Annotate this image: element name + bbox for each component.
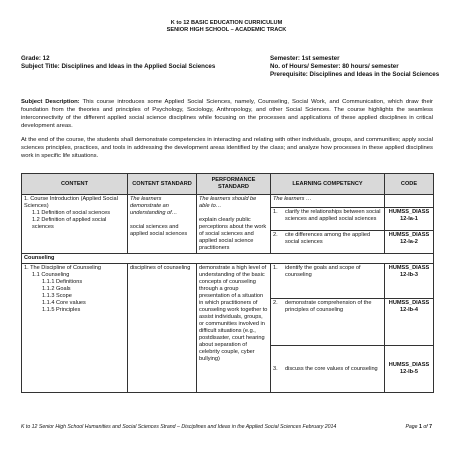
code-empty-cell — [385, 195, 434, 208]
content-subsubitem: 1.1.2 Goals — [42, 286, 71, 292]
content-cell — [22, 195, 128, 254]
competency-cell — [271, 231, 385, 254]
competency-intro-cell — [271, 195, 385, 208]
header-line-2: SENIOR HIGH SCHOOL – ACADEMIC TRACK — [166, 27, 287, 33]
competency-cell — [271, 208, 385, 231]
document-header — [0, 20, 453, 34]
code-cell: HUMSS_DIASS 12-Ib-3 — [385, 264, 434, 299]
competency-number: 3. — [273, 365, 278, 372]
competency-intro: The learners … — [273, 196, 312, 202]
competency-cell — [271, 346, 385, 393]
content-item: 1. Course Introduction (Applied Social Sciences) — [24, 196, 118, 209]
section-row — [22, 254, 434, 264]
competency-text: cite differences among the applied social sciences — [285, 232, 371, 246]
page-total: 7 — [429, 424, 432, 430]
table-row — [22, 195, 434, 208]
header-learning-competency: LEARNING COMPETENCY — [271, 174, 385, 195]
hours: No. of Hours/ Semester: 80 hours/ semester — [270, 63, 399, 70]
subject-title: Subject Title: Disciplines and Ideas in the Applied Social Sciences — [21, 63, 216, 70]
content-item: 1. The Discipline of Counseling — [24, 265, 102, 271]
description-label: Subject Description: — [21, 99, 80, 105]
competency-text: demonstrate comprehension of the principles of counseling — [285, 300, 372, 313]
competency-text: clarify the relationships between social sciences and applied social sciences — [285, 209, 381, 223]
performance-standard-cell: demonstrate a high level of understanding of the basic concepts of counseling through a group presentation of a situation in which practitioners of counseling work together to assist individuals, groups, or communities involved in difficult situations (e.g., postdisaster, court hearing about separation of celebrity couple, cyber bullying) — [197, 264, 271, 393]
table-header-row — [22, 174, 434, 195]
header-performance-standard: PERFORMANCE STANDARD — [197, 174, 271, 195]
header-content: CONTENT — [22, 174, 128, 195]
section-heading: Counseling — [22, 254, 434, 264]
competency-number: 1. — [273, 209, 278, 216]
content-subsubitem: 1.1.3 Scope — [42, 293, 72, 299]
course-objective: At the end of the course, the students shall demonstrate competencies in interacting and relating with other individuals, groups, and communities; apply social sciences principles, practices, and tools in addressing the development areas identified by the class; and analyze how processes in these applied disciplines work in specific life situations. — [21, 137, 433, 159]
content-cell — [22, 264, 128, 393]
curriculum-table — [21, 173, 434, 393]
competency-cell — [271, 264, 385, 299]
content-subitem: 1.1 Definition of social sciences — [32, 210, 111, 216]
competency-text: identify the goals and scope of counseling — [285, 265, 361, 278]
competency-number: 2. — [273, 300, 278, 306]
content-subsubitem: 1.1.5 Principles — [42, 307, 81, 313]
meta-right — [270, 55, 439, 79]
page-of: of — [421, 424, 430, 430]
competency-number: 2. — [273, 232, 278, 239]
standard-intro: The learners demonstrate an understanding of… — [130, 196, 178, 216]
code-cell: HUMSS_DIASS 12-Ib-4 — [385, 299, 434, 346]
page-number — [405, 424, 432, 430]
performance-standard-cell — [197, 195, 271, 254]
semester: Semester: 1st semester — [270, 55, 340, 62]
code-cell: HUMSS_DIASS 12-Ib-5 — [385, 346, 434, 393]
page-current: 1 — [419, 424, 422, 430]
content-subsubitem: 1.1.4 Core values — [42, 300, 86, 306]
prerequisite: Prerequisite: Disciplines and Ideas in the Social Sciences — [270, 71, 440, 78]
competency-cell — [271, 299, 385, 346]
description-text: This course introduces some Applied Social Sciences, namely, Counseling, Social Work, and Communication, which draw their foundation from the theories and principles of Psychology, Sociology, Anthropology, and other Social Sciences. The course highlights the seamless interconnectivity of the different applied social science disciplines while focusing on the processes and applications of these applied disciplines in critical development areas. — [21, 99, 434, 129]
competency-number: 1. — [273, 265, 278, 271]
grade: Grade: 12 — [21, 55, 50, 62]
content-standard-cell — [128, 195, 197, 254]
standard-text: social sciences and applied social sciences — [130, 224, 188, 237]
header-code: CODE — [385, 174, 434, 195]
content-standard-cell: disciplines of counseling — [128, 264, 197, 393]
content-subsubitem: 1.1.1 Definitions — [42, 279, 83, 285]
content-subitem: 1.2 Definition of applied social sciences — [32, 217, 107, 230]
page-prefix: Page — [405, 424, 419, 430]
content-subitem: 1.1 Counseling — [32, 272, 70, 278]
competency-text: discuss the core values of counseling — [285, 365, 378, 372]
performance-text: explain clearly public perceptions about the work of social sciences and applied social science practitioners — [199, 217, 267, 251]
meta-left — [21, 55, 215, 71]
header-content-standard: CONTENT STANDARD — [128, 174, 197, 195]
table-row — [22, 264, 434, 299]
performance-intro: The learners should be able to… — [199, 196, 257, 209]
code-cell: HUMSS_DIASS 12-Ia-2 — [385, 231, 434, 254]
footer-text: K to 12 Senior High School Humanities and Social Sciences Strand – Disciplines and Ideas in the Applied Social Sciences February 2014 — [21, 424, 337, 430]
header-line-1: K to 12 BASIC EDUCATION CURRICULUM — [170, 20, 283, 26]
subject-description — [21, 98, 433, 130]
code-cell: HUMSS_DIASS 12-Ia-1 — [385, 208, 434, 231]
